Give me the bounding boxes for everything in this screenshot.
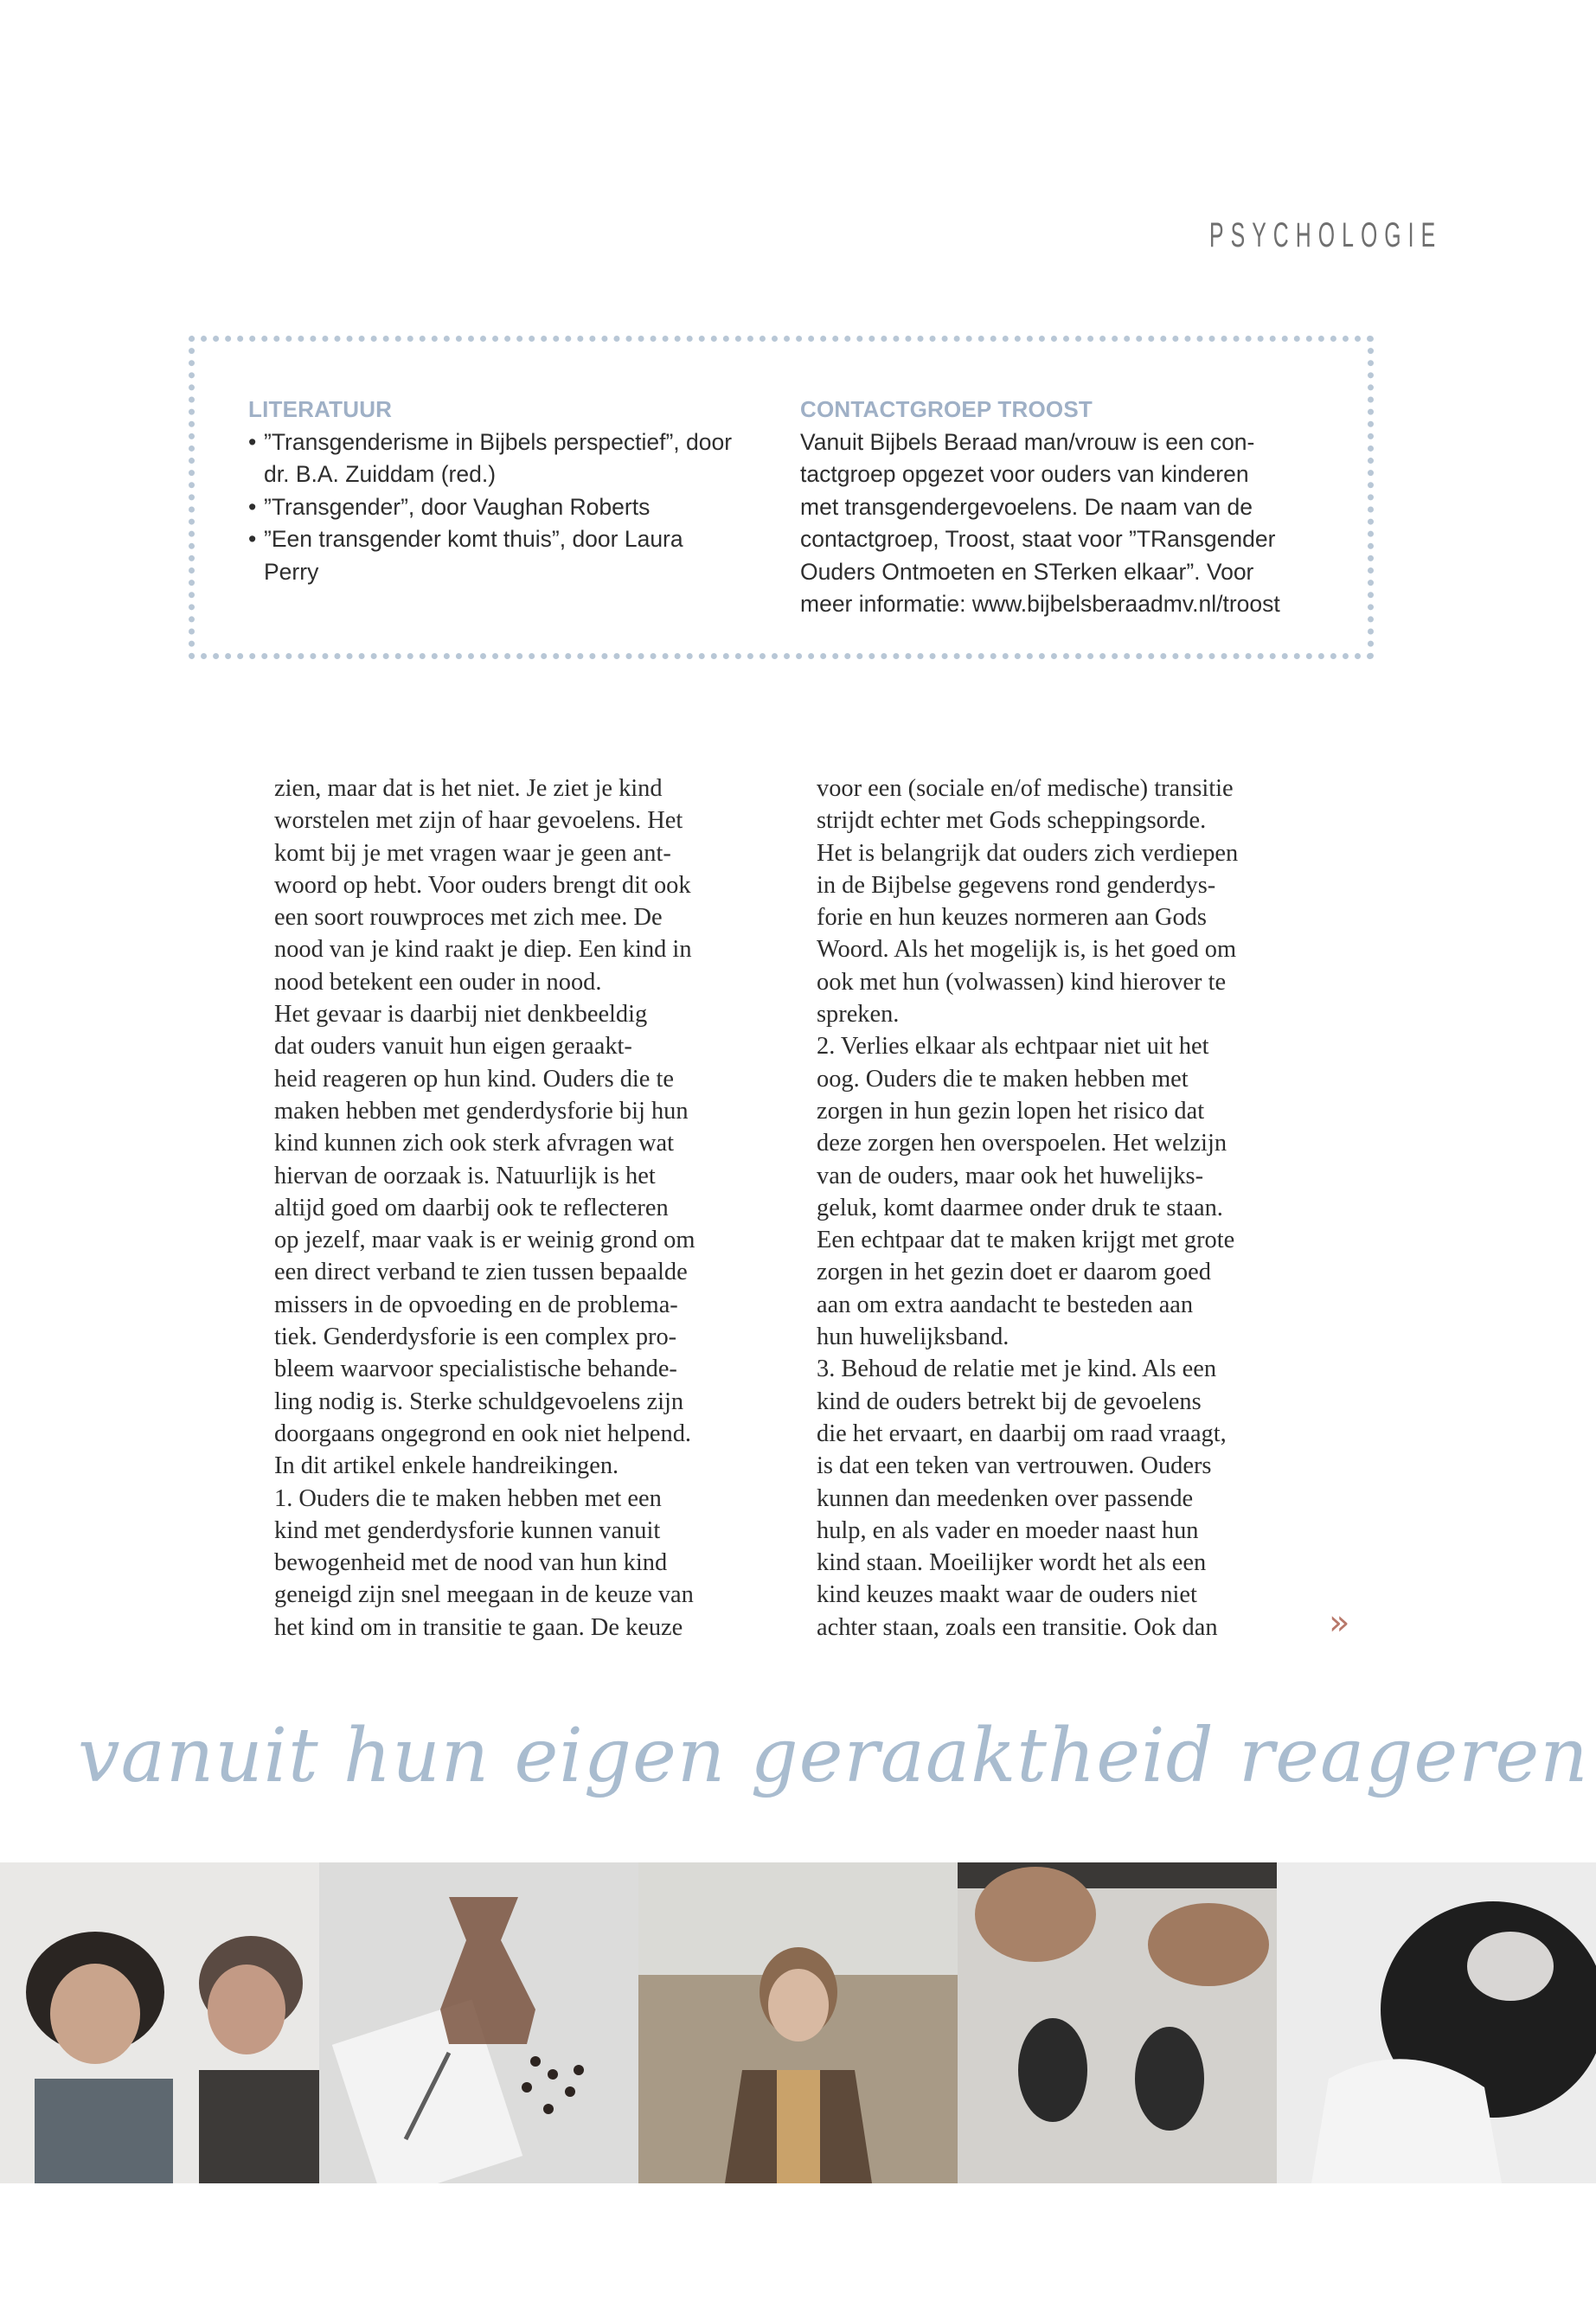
literature-item: • ”Transgenderisme in Bijbels perspectief”, door dr. B.A. Zuiddam (red.) — [248, 426, 776, 491]
section-label: PSYCHOLOGIE — [1208, 216, 1442, 254]
contact-text: Vanuit Bijbels Beraad man/vrouw is een con- tactgroep opgezet voor ouders van kinderen met transgendergevoelens. De naam van de contactgroep, Troost, staat voor ”TRansgender Ouders Ontmoeten en STerken elkaar”. Voor meer informatie: www.bijbelsberaadmv.nl/troost — [800, 426, 1336, 621]
literature-block — [248, 394, 776, 588]
contact-url-line: meer informatie: www.bijbelsberaadmv.nl/troost — [800, 591, 1280, 617]
photo-woman-field — [638, 1862, 958, 2183]
contact-block — [800, 394, 1336, 621]
continue-arrow-icon: » — [1329, 1603, 1350, 1643]
literature-list — [248, 426, 776, 589]
pull-quote: vanuit hun eigen geraaktheid reageren — [78, 1713, 1589, 1799]
literature-heading: LITERATUUR — [248, 396, 393, 422]
body-column-right: voor een (sociale en/of medische) transitie strijdt echter met Gods scheppingsorde. Het is belangrijk dat ouders zich verdiepen in de Bijbelse gegevens rond genderdys- forie en hun keuzes normeren aan Gods Woord. Als het mogelijk is, is het goed om ook met hun (volwassen) kind hierover te spreken. 2. Verlies elkaar als echtpaar niet uit het oog. Ouders die te maken hebben met zorgen in hun gezin lopen het risico dat deze zorgen hen overspoelen. Het welzijn van de ouders, maar ook het huwelijks- geluk, komt daarmee onder druk te staan. Een echtpaar dat te maken krijgt met grote zorgen in het gezin doet er daarom goed aan om extra aandacht te besteden aan hun huwelijksband. 3. Behoud de relatie met je kind. Als een kind de ouders betrekt bij de gevoelens die het ervaart, en daarbij om raad vraagt, is dat een teken van vertrouwen. Ouders kunnen dan meedenken over passende hulp, en als vader en moeder naast hun kind staan. Moeilijker wordt het als een kind keuzes maakt waar de ouders niet achter staan, zoals een transitie. Ook dan — [817, 775, 1239, 1641]
body-column-left: zien, maar dat is het niet. Je ziet je kind worstelen met zijn of haar gevoelens. Het komt bij je met vragen waar je geen ant- woord op hebt. Voor ouders brengt dit ook een soort rouwproces met zich mee. De nood van je kind raakt je diep. Een kind in nood betekent een ouder in nood. Het gevaar is daarbij niet denkbeeldig dat ouders vanuit hun eigen geraakt- heid reageren op hun kind. Ouders die te maken hebben met genderdysforie bij hun kind kunnen zich ook sterk afvragen wat hiervan de oorzaak is. Natuurlijk is het altijd goed om daarbij ook te reflecteren op jezelf, maar vaak is er weinig grond om een direct verband te zien tussen bepaalde missers in de opvoeding en de problema- tiek. Genderdysforie is een complex pro- bleem waarvoor specialistische behande- ling nodig is. Sterke schuldgevoelens zijn doorgaans ongegrond en ook niet helpend. In dit artikel enkele handreikingen. 1. Ouders die te maken hebben met een kind met genderdysforie kunnen vanuit bewogenheid met de nood van hun kind geneigd zijn snel meegaan in de keuze van het kind om in transitie te gaan. De keuze — [274, 775, 695, 1641]
photo-coffee-notebook — [319, 1862, 638, 2183]
photo-strip — [0, 1862, 1596, 2183]
photo-embrace — [1277, 1862, 1596, 2183]
photo-laughing-couple — [0, 1862, 319, 2183]
info-box — [189, 336, 1374, 659]
literature-item: • ”Transgender”, door Vaughan Roberts — [248, 491, 776, 524]
photo-shoes — [958, 1862, 1277, 2183]
literature-item: • ”Een transgender komt thuis”, door Laura Perry — [248, 523, 776, 588]
contact-heading: CONTACTGROEP TROOST — [800, 396, 1093, 422]
